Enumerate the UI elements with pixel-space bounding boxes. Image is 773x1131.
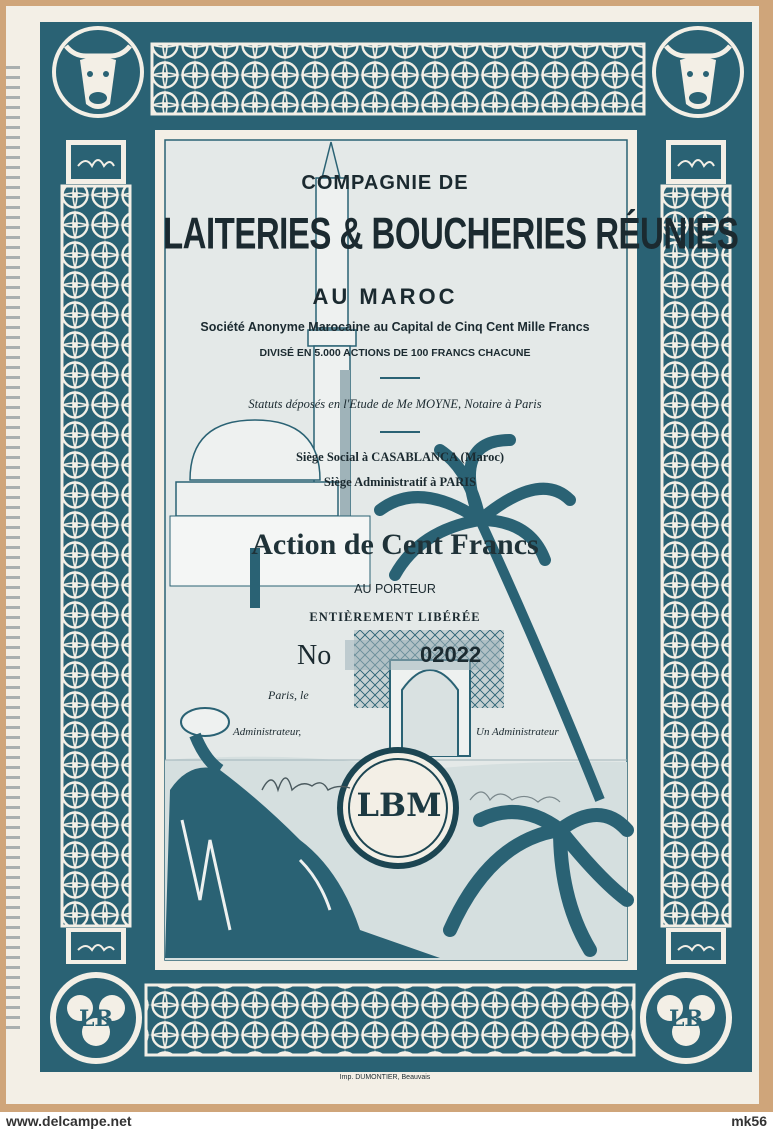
place-date-label: Paris, le (268, 688, 309, 702)
administrator-right-label: Un Administrateur (476, 726, 559, 738)
capital-statement: Société Anonyme Marocaine au Capital de Cinq Cent Mille Francs (200, 320, 590, 334)
site-watermark: www.delcampe.net (6, 1113, 132, 1129)
certificate-number: 02022 (420, 642, 482, 667)
administrator-left-label: Administrateur, (233, 726, 302, 738)
seller-id: mk56 (731, 1113, 767, 1129)
company-name-line-1: COMPAGNIE DE (301, 172, 469, 194)
company-name-line-3: AU MAROC (312, 284, 458, 309)
statutes-statement: Statuts déposés en l'Etude de Me MOYNE, Notaire à Paris (248, 397, 542, 411)
printer-imprint: Imp. DUMONTIER, Beauvais (339, 1074, 431, 1081)
share-title: Action de Cent Francs (251, 528, 539, 561)
company-name-line-2: LAITERIES & BOUCHERIES RÉUNIES (163, 208, 739, 258)
administrative-office: Siège Administratif à PARIS (323, 475, 477, 489)
shares-statement: DIVISÉ EN 5.000 ACTIONS DE 100 FRANCS CHACUNE (259, 347, 531, 359)
registered-office: Siège Social à CASABLANCA (Maroc) (295, 450, 505, 464)
svg-text:LB: LB (668, 1006, 704, 1032)
bearer-label: AU PORTEUR (354, 582, 436, 596)
seal-monogram: LBM (356, 786, 442, 824)
svg-text:LB: LB (78, 1006, 114, 1032)
fully-paid-label: ENTIÈREMENT LIBÉRÉE (309, 610, 481, 624)
number-label: No (297, 640, 332, 671)
